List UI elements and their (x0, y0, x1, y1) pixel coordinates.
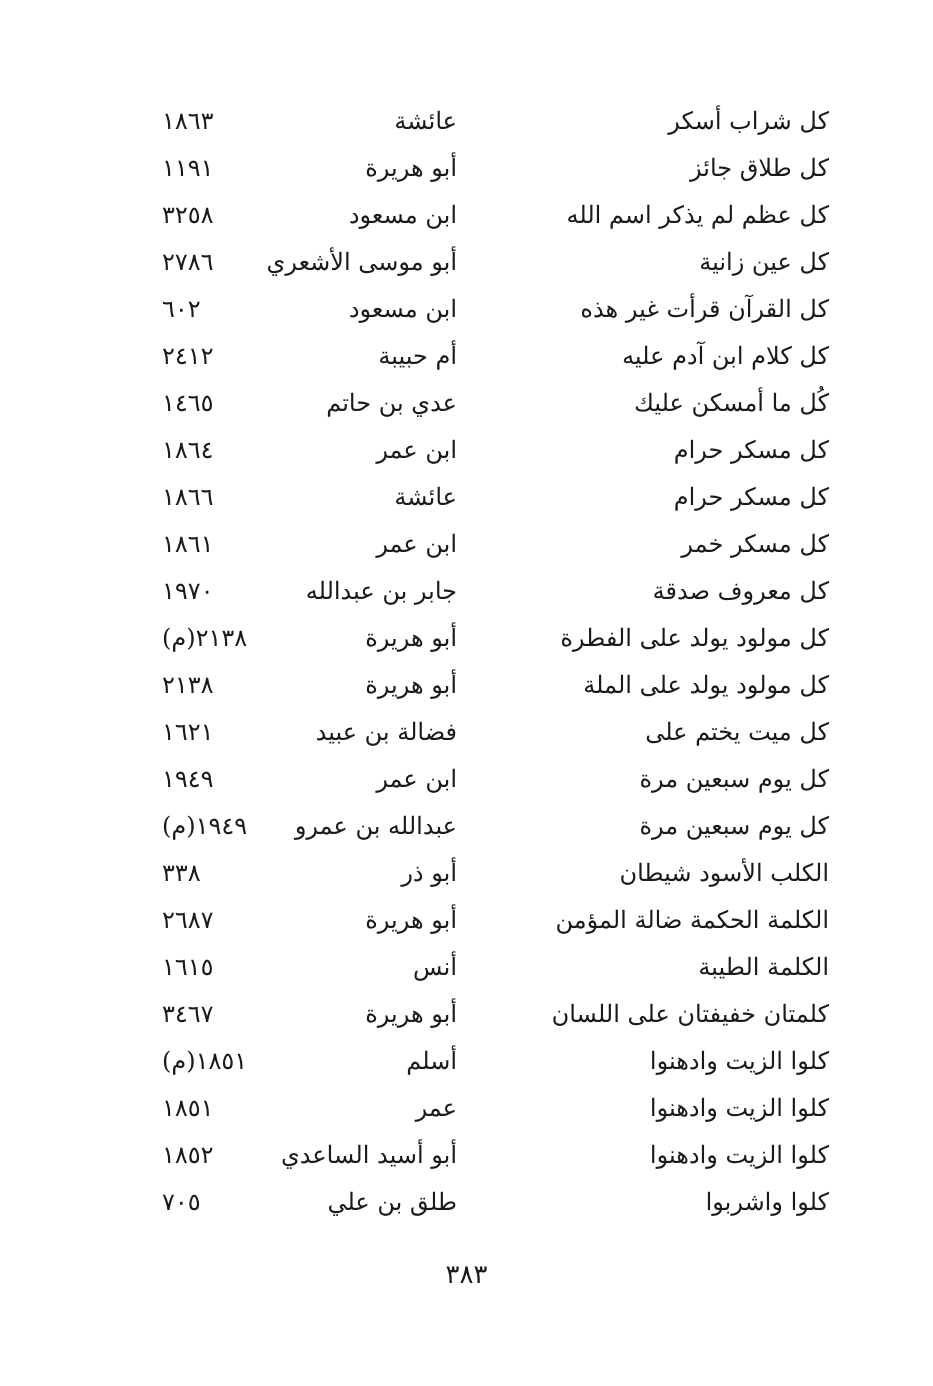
hadith-number: ٣٣٨ (162, 859, 201, 887)
hadith-number: ٢١٣٨(م) (162, 624, 248, 652)
hadith-text: كل مولود يولد على الملة (583, 671, 829, 699)
index-row (0, 662, 933, 709)
index-row (0, 568, 933, 615)
narrator-name: عائشة (394, 483, 457, 511)
index-row (0, 1179, 933, 1226)
hadith-number: ١٩٤٩ (162, 765, 214, 793)
narrator-name: عائشة (394, 107, 457, 135)
hadith-number: ١١٩١ (162, 154, 214, 182)
narrator-name: أبو موسى الأشعري (266, 248, 457, 276)
hadith-number: ١٩٧٠ (162, 577, 214, 605)
hadith-text: كل عظم لم يذكر اسم الله (566, 201, 829, 229)
hadith-number: ١٦١٥ (162, 953, 214, 981)
narrator-name: أبو أسيد الساعدي (280, 1141, 457, 1169)
hadith-number: ٢١٣٨ (162, 671, 214, 699)
hadith-text: كلوا الزيت وادهنوا (649, 1141, 829, 1169)
hadith-number: ٢٤١٢ (162, 342, 214, 370)
hadith-number: ٢٧٨٦ (162, 248, 214, 276)
index-row (0, 1132, 933, 1179)
hadith-text: كل عين زانية (699, 248, 829, 276)
index-row (0, 850, 933, 897)
hadith-index-table (0, 98, 933, 1226)
hadith-text: كل يوم سبعين مرة (639, 812, 829, 840)
narrator-name: أبو هريرة (365, 154, 457, 182)
narrator-name: عدي بن حاتم (326, 389, 457, 417)
hadith-number: ٧٠٥ (162, 1188, 201, 1216)
hadith-text: كل ميت يختم على (645, 718, 829, 746)
narrator-name: أبو هريرة (365, 1000, 457, 1028)
hadith-number: ١٨٥١(م) (162, 1047, 248, 1075)
index-row (0, 615, 933, 662)
narrator-name: أبو هريرة (365, 906, 457, 934)
narrator-name: ابن عمر (376, 436, 457, 464)
hadith-text: كل مسكر حرام (673, 483, 829, 511)
hadith-text: كل مسكر خمر (681, 530, 829, 558)
hadith-text: كلوا الزيت وادهنوا (649, 1047, 829, 1075)
index-row (0, 521, 933, 568)
narrator-name: فضالة بن عبيد (315, 718, 457, 746)
index-row (0, 192, 933, 239)
hadith-text: كل يوم سبعين مرة (639, 765, 829, 793)
hadith-number: ١٩٤٩(م) (162, 812, 248, 840)
narrator-name: ابن عمر (376, 765, 457, 793)
index-row (0, 709, 933, 756)
narrator-name: جابر بن عبدالله (305, 577, 457, 605)
hadith-number: ١٨٥٢ (162, 1141, 214, 1169)
narrator-name: طلق بن علي (327, 1188, 457, 1216)
hadith-number: ٢٦٨٧ (162, 906, 214, 934)
narrator-name: أبو هريرة (365, 624, 457, 652)
hadith-number: ١٨٦١ (162, 530, 214, 558)
hadith-number: ١٨٦٣ (162, 107, 214, 135)
narrator-name: أنس (413, 953, 457, 981)
index-row (0, 239, 933, 286)
hadith-number: ١٤٦٥ (162, 389, 214, 417)
index-row (0, 991, 933, 1038)
narrator-name: ابن مسعود (348, 295, 457, 323)
hadith-text: كل طلاق جائز (690, 154, 829, 182)
hadith-text: كُل ما أمسكن عليك (634, 389, 829, 417)
narrator-name: أسلم (406, 1047, 457, 1075)
index-row (0, 427, 933, 474)
hadith-number: ١٨٥١ (162, 1094, 214, 1122)
index-row (0, 380, 933, 427)
hadith-text: كل مولود يولد على الفطرة (560, 624, 829, 652)
index-row (0, 944, 933, 991)
hadith-text: كل مسكر حرام (673, 436, 829, 464)
hadith-text: الكلب الأسود شيطان (619, 859, 829, 887)
hadith-number: ٣٤٦٧ (162, 1000, 214, 1028)
index-row (0, 286, 933, 333)
index-row (0, 897, 933, 944)
index-row (0, 333, 933, 380)
hadith-text: كلوا الزيت وادهنوا (649, 1094, 829, 1122)
hadith-text: الكلمة الحكمة ضالة المؤمن (555, 906, 829, 934)
hadith-text: كل شراب أسكر (668, 107, 829, 135)
page-number: ٣٨٣ (445, 1260, 488, 1290)
hadith-text: كلوا واشربوا (705, 1188, 829, 1216)
narrator-name: عمر (415, 1094, 457, 1122)
index-row (0, 474, 933, 521)
hadith-number: ١٨٦٦ (162, 483, 214, 511)
hadith-text: كل معروف صدقة (652, 577, 829, 605)
narrator-name: أبو هريرة (365, 671, 457, 699)
index-row (0, 803, 933, 850)
narrator-name: ابن عمر (376, 530, 457, 558)
hadith-text: كلمتان خفيفتان على اللسان (551, 1000, 829, 1028)
narrator-name: عبدالله بن عمرو (294, 812, 457, 840)
narrator-name: ابن مسعود (348, 201, 457, 229)
narrator-name: أبو ذر (401, 859, 457, 887)
hadith-number: ١٨٦٤ (162, 436, 214, 464)
index-row (0, 98, 933, 145)
hadith-text: كل القرآن قرأت غير هذه (580, 295, 829, 323)
index-row (0, 145, 933, 192)
narrator-name: أم حبيبة (378, 342, 457, 370)
hadith-number: ٦٠٢ (162, 295, 201, 323)
index-row (0, 1085, 933, 1132)
hadith-number: ٣٢٥٨ (162, 201, 214, 229)
index-row (0, 1038, 933, 1085)
index-row (0, 756, 933, 803)
hadith-number: ١٦٢١ (162, 718, 214, 746)
hadith-text: كل كلام ابن آدم عليه (622, 342, 829, 370)
hadith-text: الكلمة الطيبة (698, 953, 829, 981)
